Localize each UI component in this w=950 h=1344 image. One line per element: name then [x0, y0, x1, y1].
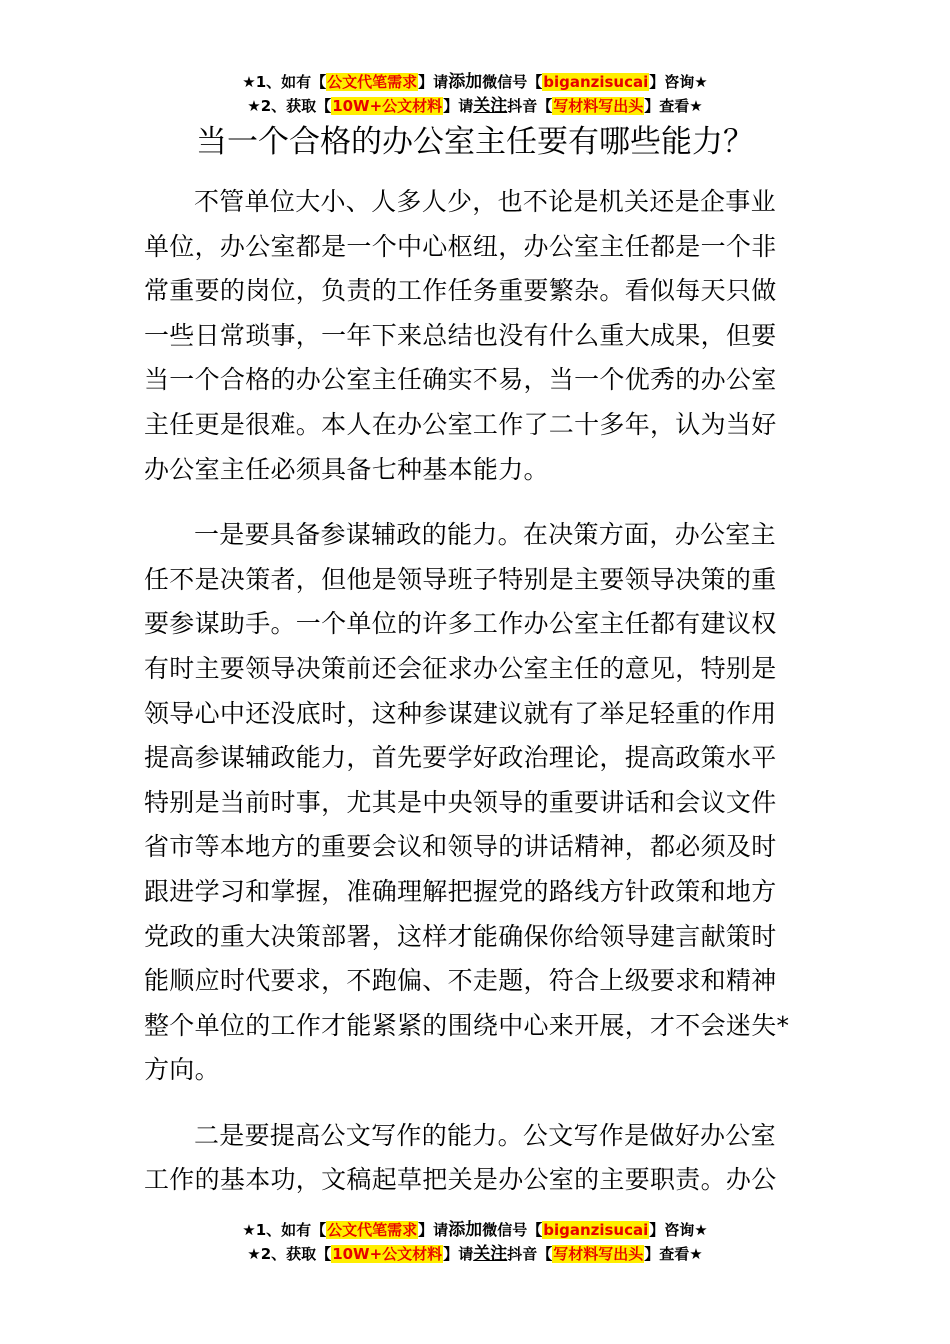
document-body: [144, 180, 809, 1203]
promo-text: 】请: [418, 73, 449, 91]
promo-text: ★1、如有【: [242, 73, 327, 91]
text-line: 一些日常琐事，一年下来总结也没有什么重大成果，但要: [144, 320, 777, 350]
promo-text: 】请: [418, 1221, 449, 1239]
header-promo: [0, 70, 950, 118]
promo-text: 微信号【: [482, 1221, 543, 1239]
promo-highlight: 公文代笔需求: [327, 73, 418, 91]
text-line: 不管单位大小、人多人少，也不论是机关还是企事业: [194, 187, 776, 216]
promo-douyin-id: 写材料写出头: [553, 97, 644, 115]
promo-text: 】请: [443, 1245, 474, 1263]
promo-text: 】查看★: [644, 97, 703, 115]
promo-emphasis: 添加: [448, 1220, 483, 1240]
text-line: 单位，办公室都是一个中心枢纽，办公室主任都是一个非: [144, 231, 777, 261]
paragraph-ability-1: [144, 513, 809, 1093]
promo-highlight: 10W+公文材料: [332, 1245, 443, 1263]
text-line: 办公室主任必须具备七种基本能力。: [144, 454, 549, 484]
text-line: 特别是当前时事，尤其是中央领导的重要讲话和会议文件: [144, 787, 777, 817]
text-line: 常重要的岗位，负责的工作任务重要繁杂。看似每天只做: [144, 276, 777, 306]
promo-text: ★2、获取【: [247, 1245, 332, 1263]
promo-text: 抖音【: [507, 1245, 553, 1263]
text-line: 当一个合格的办公室主任确实不易，当一个优秀的办公室: [144, 365, 777, 395]
footer-promo: [0, 1218, 950, 1266]
promo-text: 微信号【: [482, 73, 543, 91]
promo-wechat-id: biganzisucai: [543, 73, 649, 91]
promo-text: 抖音【: [507, 97, 553, 115]
header-promo-line-2: [0, 94, 950, 118]
text-line: 有时主要领导决策前还会征求办公室主任的意见，特别是: [144, 653, 777, 683]
text-line: 提高参谋辅政能力，首先要学好政治理论，提高政策水平: [144, 743, 777, 773]
promo-text: 】咨询★: [649, 73, 708, 91]
text-line: 能顺应时代要求，不跑偏、不走题，符合上级要求和精神: [144, 966, 777, 996]
promo-text: 】咨询★: [649, 1221, 708, 1239]
promo-highlight: 10W+公文材料: [332, 97, 443, 115]
promo-douyin-id: 写材料写出头: [553, 1245, 644, 1263]
text-line: 主任更是很难。本人在办公室工作了二十多年，认为当好: [144, 409, 777, 439]
footer-promo-line-2: [0, 1242, 950, 1266]
text-line: 领导心中还没底时，这种参谋建议就有了举足轻重的作用: [144, 698, 777, 728]
promo-text: 】查看★: [644, 1245, 703, 1263]
text-line: 整个单位的工作才能紧紧的围绕中心来开展，才不会迷失*: [144, 1010, 790, 1040]
text-line: 任不是决策者，但他是领导班子特别是主要领导决策的重: [144, 564, 777, 594]
text-line: 一是要具备参谋辅政的能力。在决策方面，办公室主: [194, 520, 776, 550]
text-line: 二是要提高公文写作的能力。公文写作是做好办公室: [194, 1120, 776, 1150]
promo-emphasis: 添加: [448, 72, 483, 92]
header-promo-line-1: [0, 70, 950, 94]
promo-highlight: 公文代笔需求: [327, 1221, 418, 1239]
promo-text: ★1、如有【: [242, 1221, 327, 1239]
text-line: 省市等本地方的重要会议和领导的讲话精神，都必须及时: [144, 832, 777, 862]
text-line: 党政的重大决策部署，这样才能确保你给领导建言献策时: [144, 921, 777, 951]
promo-emphasis: 关注: [473, 1244, 508, 1264]
text-line: 工作的基本功，文稿起草把关是办公室的主要职责。办公: [144, 1165, 777, 1195]
text-line: 要参谋助手。一个单位的许多工作办公室主任都有建议权: [144, 609, 777, 639]
promo-wechat-id: biganzisucai: [543, 1221, 649, 1239]
document-title: 当一个合格的办公室主任要有哪些能力？: [196, 124, 754, 160]
promo-text: ★2、获取【: [247, 97, 332, 115]
paragraph-ability-2: [144, 1114, 809, 1203]
text-line: 方向。: [144, 1055, 220, 1085]
text-line: 跟进学习和掌握，准确理解把握党的路线方针政策和地方: [144, 876, 777, 906]
promo-text: 】请: [443, 97, 474, 115]
footer-promo-line-1: [0, 1218, 950, 1242]
promo-emphasis: 关注: [473, 96, 508, 116]
paragraph-intro: [144, 180, 809, 492]
